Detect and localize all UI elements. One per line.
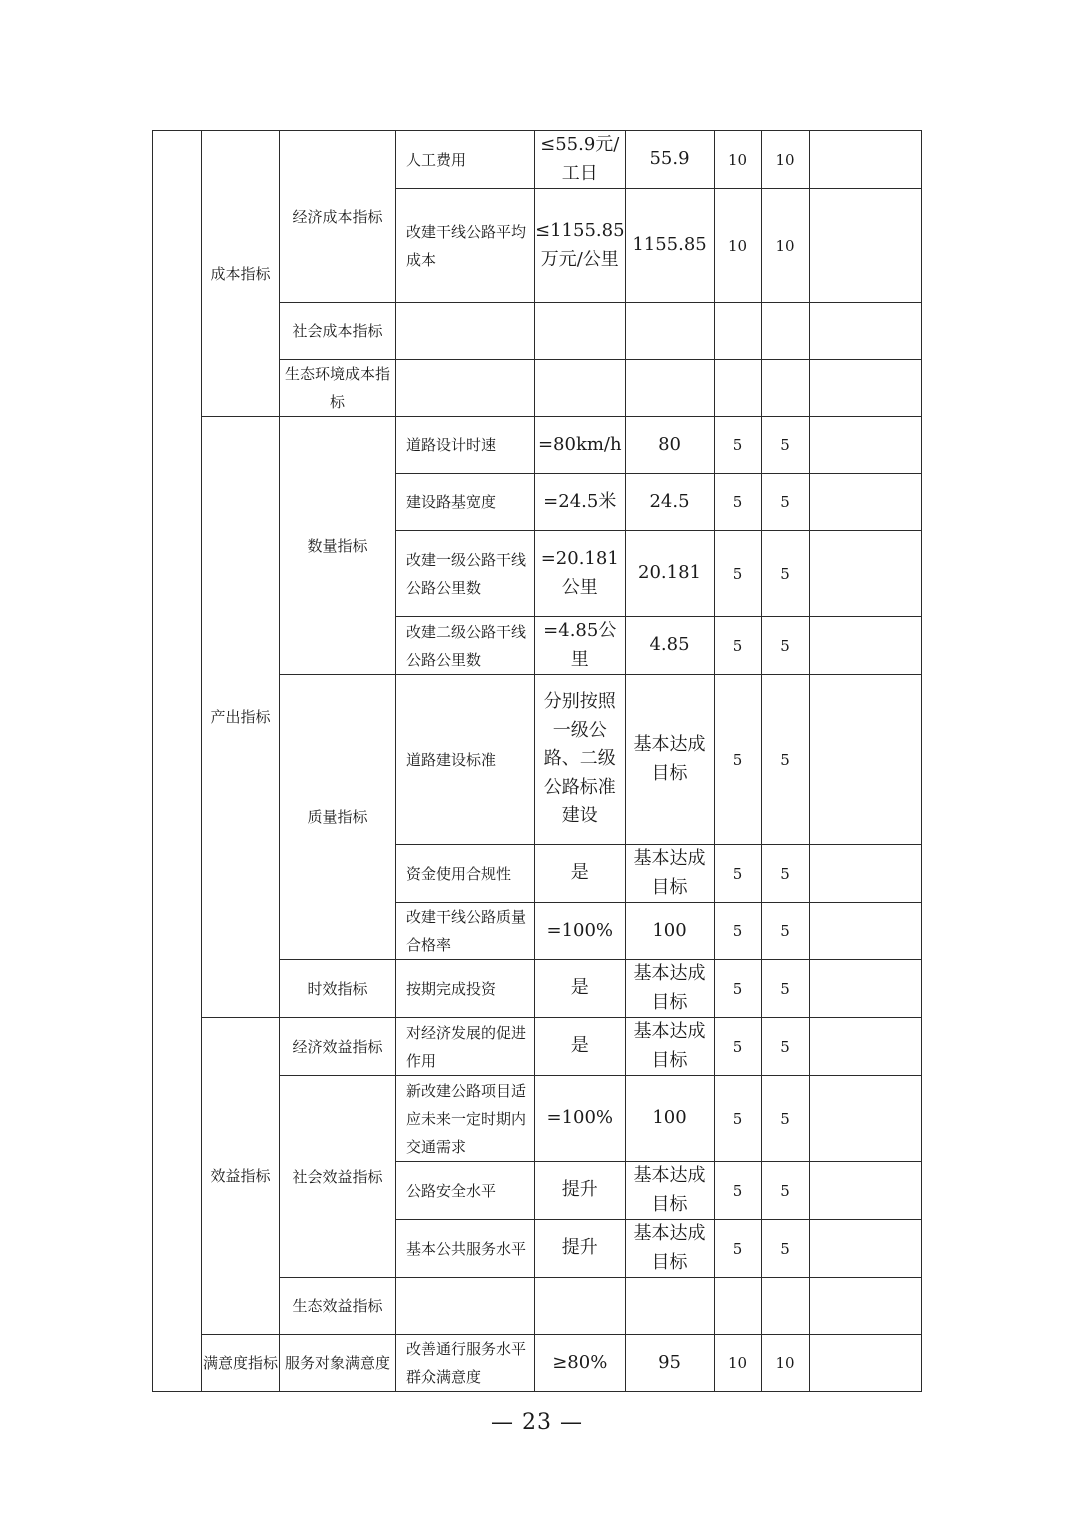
target-cell: ≤55.9元/工日 <box>535 131 626 189</box>
secondary-indicator: 数量指标 <box>280 417 396 675</box>
indicator-cell: 改建干线公路平均成本 <box>396 189 535 303</box>
target-cell: =80km/h <box>535 417 626 474</box>
actual-cell: 100 <box>625 903 714 960</box>
target-cell: 是 <box>535 1018 626 1076</box>
indicator-cell: 道路设计时速 <box>396 417 535 474</box>
secondary-indicator: 生态环境成本指标 <box>280 360 396 417</box>
remark-cell <box>809 675 921 845</box>
indicator-cell: 建设路基宽度 <box>396 474 535 531</box>
actual-cell <box>625 1278 714 1335</box>
actual-cell: 55.9 <box>625 131 714 189</box>
weight-cell <box>714 1278 761 1335</box>
indicator-cell: 改建二级公路干线公路公里数 <box>396 617 535 675</box>
remark-cell <box>809 617 921 675</box>
remark-cell <box>809 1220 921 1278</box>
target-cell: =24.5米 <box>535 474 626 531</box>
weight-cell: 5 <box>714 417 761 474</box>
score-cell: 5 <box>761 417 809 474</box>
actual-cell: 基本达成目标 <box>625 960 714 1018</box>
secondary-indicator: 时效指标 <box>280 960 396 1018</box>
actual-cell: 24.5 <box>625 474 714 531</box>
weight-cell: 5 <box>714 531 761 617</box>
actual-cell: 80 <box>625 417 714 474</box>
actual-cell: 基本达成目标 <box>625 675 714 845</box>
secondary-indicator: 经济效益指标 <box>280 1018 396 1076</box>
score-cell: 10 <box>761 131 809 189</box>
weight-cell: 10 <box>714 131 761 189</box>
score-cell: 10 <box>761 189 809 303</box>
remark-cell <box>809 960 921 1018</box>
score-cell: 10 <box>761 1335 809 1392</box>
indicator-cell: 改建一级公路干线公路公里数 <box>396 531 535 617</box>
actual-cell: 基本达成目标 <box>625 1220 714 1278</box>
left-blank-cell <box>153 131 202 1392</box>
remark-cell <box>809 1076 921 1162</box>
remark-cell <box>809 845 921 903</box>
actual-cell: 100 <box>625 1076 714 1162</box>
weight-cell: 10 <box>714 1335 761 1392</box>
score-cell: 5 <box>761 1018 809 1076</box>
actual-cell: 95 <box>625 1335 714 1392</box>
indicator-cell <box>396 1278 535 1335</box>
primary-indicator: 满意度指标 <box>202 1335 280 1392</box>
target-cell: =100% <box>535 1076 626 1162</box>
remark-cell <box>809 1162 921 1220</box>
target-cell: 是 <box>535 960 626 1018</box>
target-cell: =4.85公里 <box>535 617 626 675</box>
target-cell: =20.181公里 <box>535 531 626 617</box>
weight-cell <box>714 360 761 417</box>
target-cell: =100% <box>535 903 626 960</box>
indicator-cell <box>396 303 535 360</box>
remark-cell <box>809 131 921 189</box>
weight-cell: 10 <box>714 189 761 303</box>
primary-indicator: 效益指标 <box>202 1018 280 1335</box>
score-cell: 5 <box>761 1220 809 1278</box>
primary-indicator: 成本指标 <box>202 131 280 417</box>
score-cell <box>761 1278 809 1335</box>
score-cell: 5 <box>761 617 809 675</box>
indicator-cell <box>396 360 535 417</box>
target-cell: 提升 <box>535 1162 626 1220</box>
weight-cell: 5 <box>714 1220 761 1278</box>
indicator-cell: 改建干线公路质量合格率 <box>396 903 535 960</box>
weight-cell: 5 <box>714 1076 761 1162</box>
remark-cell <box>809 1278 921 1335</box>
actual-cell: 4.85 <box>625 617 714 675</box>
score-cell: 5 <box>761 960 809 1018</box>
target-cell: ≤1155.85万元/公里 <box>535 189 626 303</box>
score-cell: 5 <box>761 474 809 531</box>
remark-cell <box>809 1018 921 1076</box>
actual-cell: 基本达成目标 <box>625 845 714 903</box>
weight-cell: 5 <box>714 845 761 903</box>
actual-cell: 基本达成目标 <box>625 1162 714 1220</box>
secondary-indicator: 社会效益指标 <box>280 1076 396 1278</box>
score-cell: 5 <box>761 675 809 845</box>
remark-cell <box>809 360 921 417</box>
performance-indicator-table <box>152 130 922 1392</box>
weight-cell: 5 <box>714 675 761 845</box>
actual-cell: 20.181 <box>625 531 714 617</box>
actual-cell <box>625 303 714 360</box>
weight-cell <box>714 303 761 360</box>
indicator-cell: 按期完成投资 <box>396 960 535 1018</box>
secondary-indicator: 质量指标 <box>280 675 396 960</box>
score-cell: 5 <box>761 845 809 903</box>
secondary-indicator: 服务对象满意度 <box>280 1335 396 1392</box>
remark-cell <box>809 417 921 474</box>
indicator-cell: 资金使用合规性 <box>396 845 535 903</box>
score-cell: 5 <box>761 903 809 960</box>
page-number: — 23 — <box>491 1410 583 1435</box>
score-cell <box>761 360 809 417</box>
target-cell: ≥80% <box>535 1335 626 1392</box>
indicator-cell: 公路安全水平 <box>396 1162 535 1220</box>
weight-cell: 5 <box>714 617 761 675</box>
weight-cell: 5 <box>714 903 761 960</box>
target-cell <box>535 303 626 360</box>
weight-cell: 5 <box>714 1018 761 1076</box>
target-cell: 是 <box>535 845 626 903</box>
remark-cell <box>809 474 921 531</box>
remark-cell <box>809 1335 921 1392</box>
indicator-cell: 新改建公路项目适应未来一定时期内交通需求 <box>396 1076 535 1162</box>
target-cell: 提升 <box>535 1220 626 1278</box>
primary-indicator: 产出指标 <box>202 417 280 1018</box>
secondary-indicator: 经济成本指标 <box>280 131 396 303</box>
target-cell <box>535 360 626 417</box>
remark-cell <box>809 531 921 617</box>
score-cell: 5 <box>761 531 809 617</box>
indicator-cell: 改善通行服务水平群众满意度 <box>396 1335 535 1392</box>
target-cell <box>535 1278 626 1335</box>
secondary-indicator: 社会成本指标 <box>280 303 396 360</box>
remark-cell <box>809 903 921 960</box>
secondary-indicator: 生态效益指标 <box>280 1278 396 1335</box>
actual-cell <box>625 360 714 417</box>
indicator-cell: 道路建设标准 <box>396 675 535 845</box>
score-cell <box>761 303 809 360</box>
remark-cell <box>809 303 921 360</box>
target-cell: 分别按照一级公路、二级公路标准建设 <box>535 675 626 845</box>
score-cell: 5 <box>761 1076 809 1162</box>
weight-cell: 5 <box>714 474 761 531</box>
weight-cell: 5 <box>714 1162 761 1220</box>
weight-cell: 5 <box>714 960 761 1018</box>
indicator-cell: 人工费用 <box>396 131 535 189</box>
indicator-cell: 对经济发展的促进作用 <box>396 1018 535 1076</box>
actual-cell: 基本达成目标 <box>625 1018 714 1076</box>
actual-cell: 1155.85 <box>625 189 714 303</box>
score-cell: 5 <box>761 1162 809 1220</box>
indicator-cell: 基本公共服务水平 <box>396 1220 535 1278</box>
remark-cell <box>809 189 921 303</box>
